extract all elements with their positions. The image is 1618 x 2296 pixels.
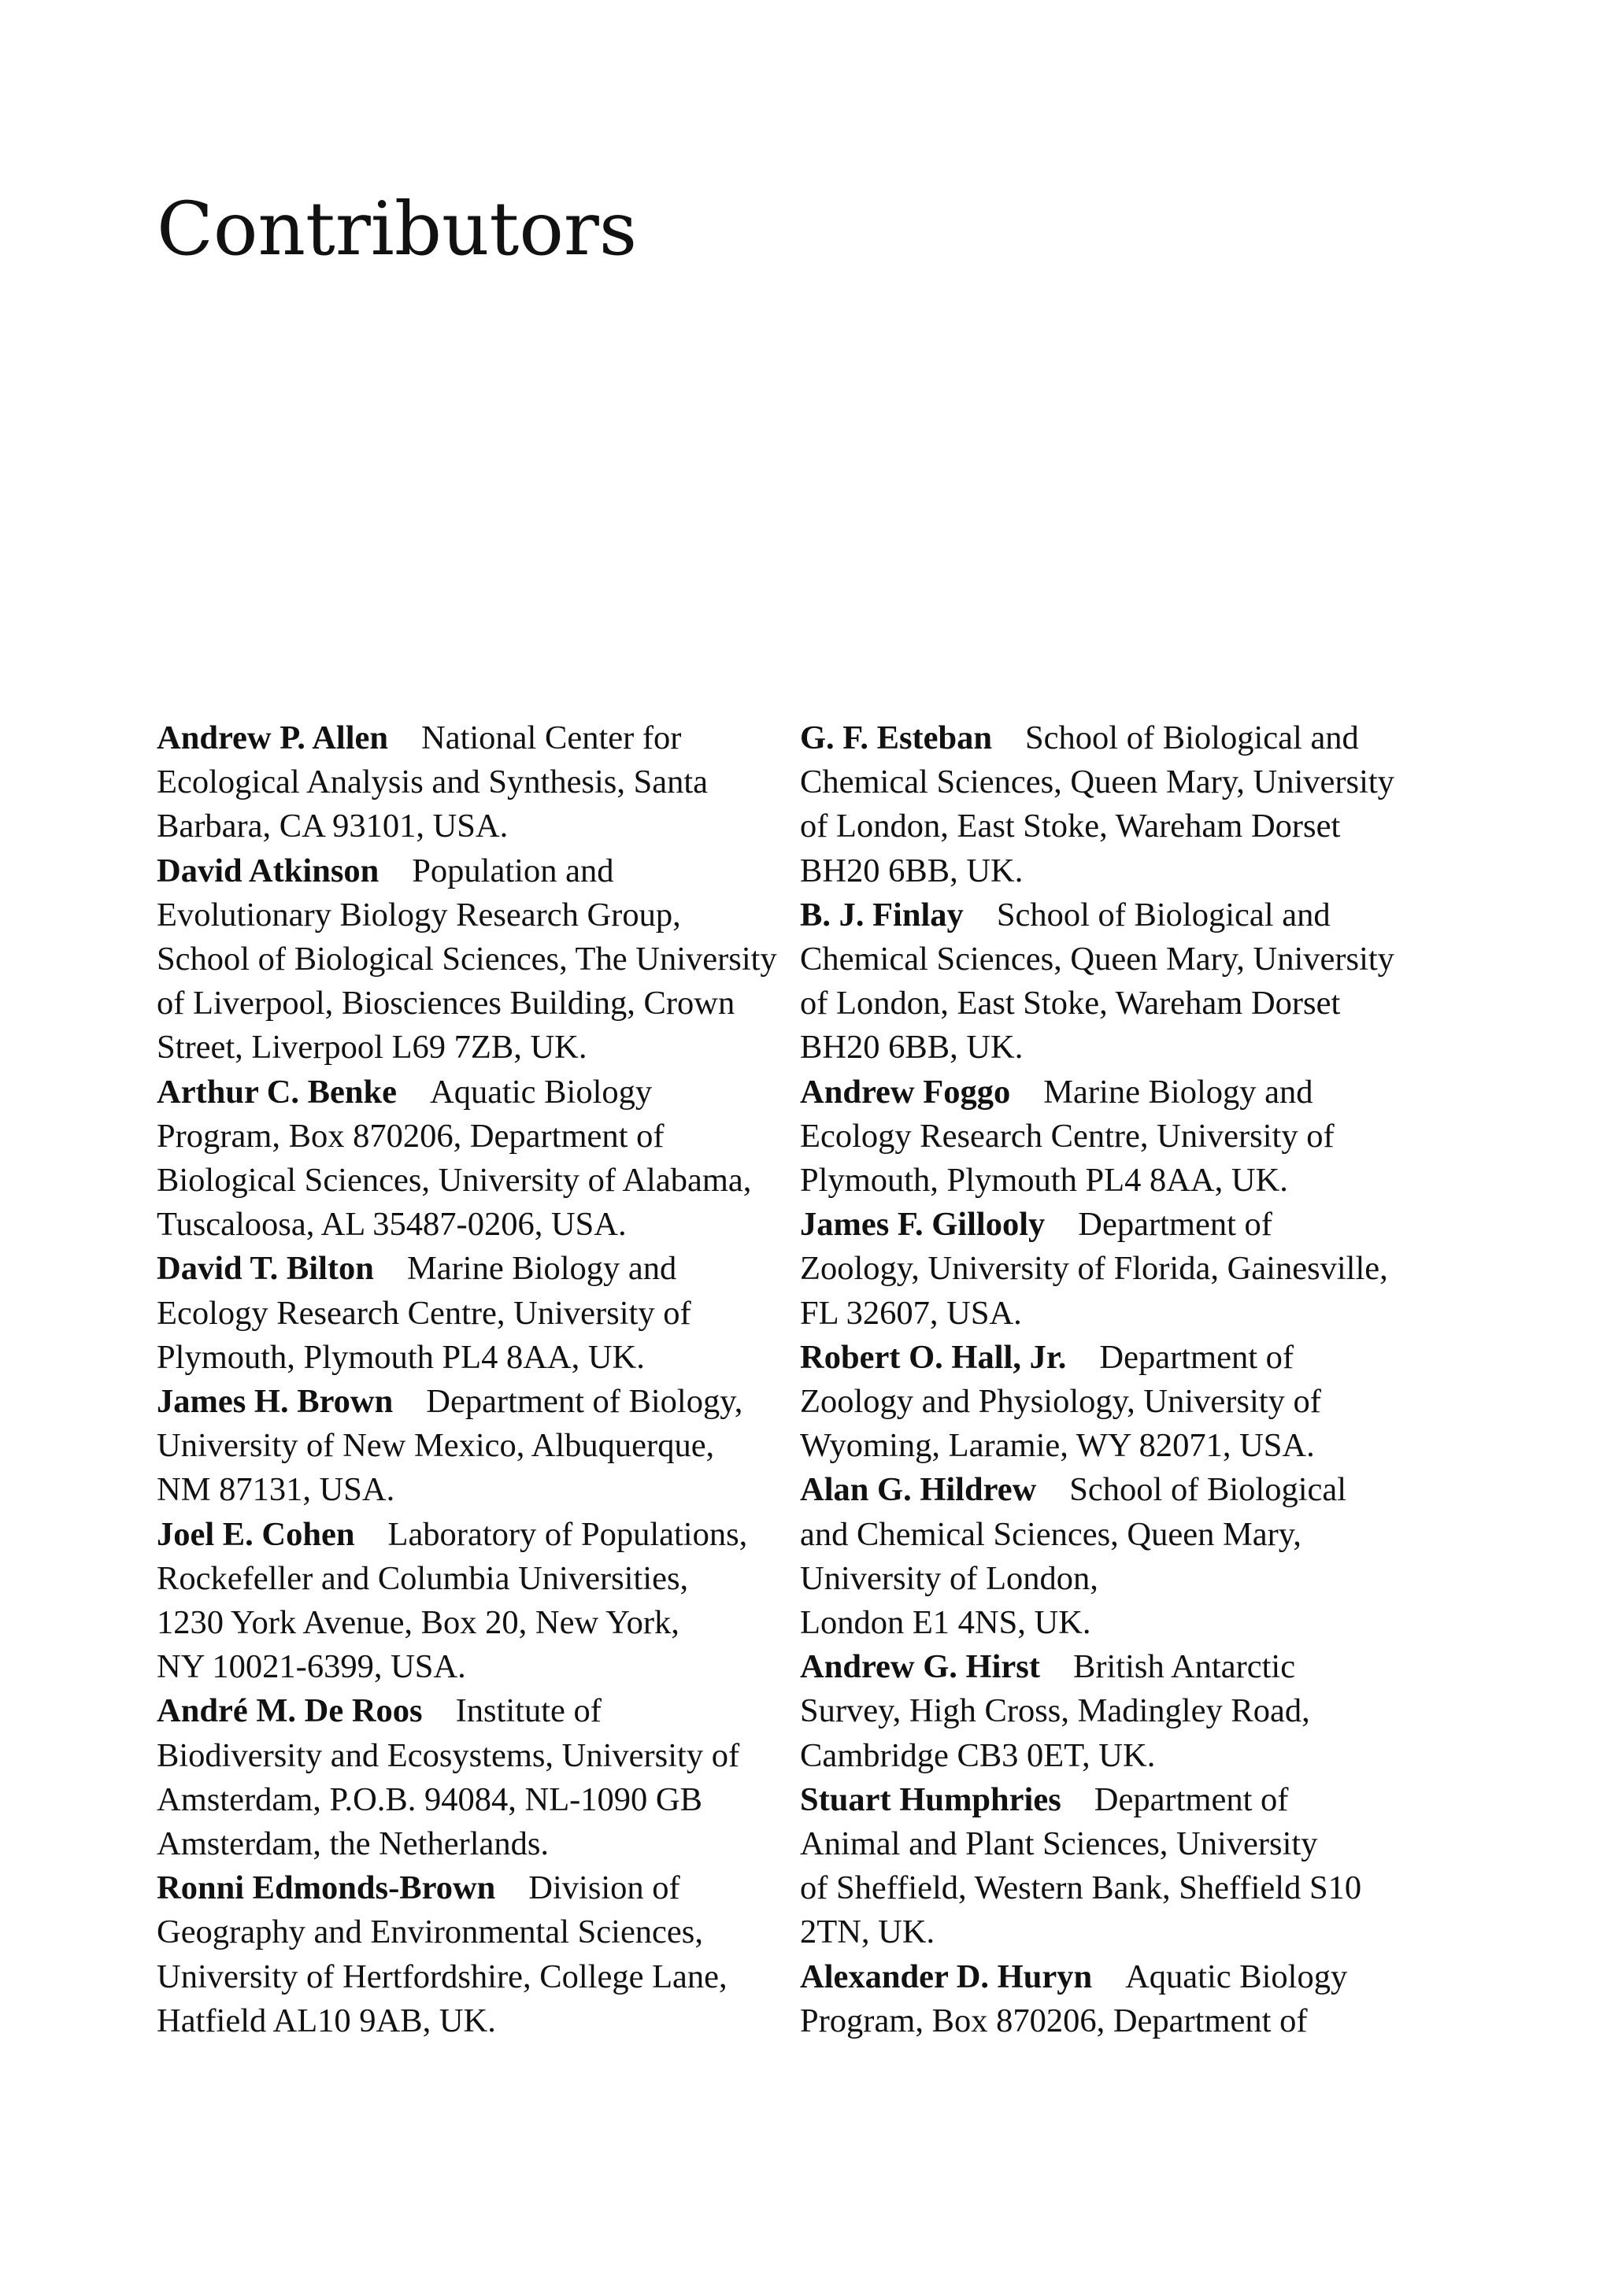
contributor-name: B. J. Finlay xyxy=(800,896,964,934)
contributor-entry xyxy=(800,893,1422,1070)
affiliation-text: Division of xyxy=(528,1869,680,1907)
affiliation-line: Amsterdam, the Netherlands. xyxy=(157,1825,550,1863)
entry-first-line xyxy=(800,1955,1422,1999)
entry-first-line xyxy=(157,1380,779,1424)
affiliation-line: University of New Mexico, Albuquerque, xyxy=(157,1427,715,1465)
contributor-name: Andrew P. Allen xyxy=(157,719,389,756)
entry-first-line xyxy=(157,849,779,893)
contributor-name: Arthur C. Benke xyxy=(157,1073,397,1111)
entry-first-line xyxy=(800,1645,1422,1689)
affiliation-text: Department of Biology, xyxy=(426,1383,743,1421)
contributor-entry xyxy=(157,1866,779,2043)
contributor-name: Joel E. Cohen xyxy=(157,1515,355,1553)
affiliation-text: Laboratory of Populations, xyxy=(387,1515,748,1553)
contributor-name: David T. Bilton xyxy=(157,1250,374,1288)
affiliation-line: Plymouth, Plymouth PL4 8AA, UK. xyxy=(157,1338,645,1376)
affiliation-line: University of London, xyxy=(800,1559,1098,1597)
affiliation-line: Evolutionary Biology Research Group, xyxy=(157,896,681,934)
contributor-name: Stuart Humphries xyxy=(800,1780,1061,1818)
contributor-name: James H. Brown xyxy=(157,1383,394,1421)
affiliation-line: Ecology Research Centre, University of xyxy=(800,1117,1335,1155)
affiliation-line: Cambridge CB3 0ET, UK. xyxy=(800,1736,1156,1774)
entry-first-line xyxy=(800,1778,1422,1822)
entry-first-line xyxy=(800,1336,1422,1380)
contributor-entry xyxy=(157,1247,779,1380)
contributor-entry xyxy=(800,1203,1422,1336)
entry-first-line xyxy=(800,716,1422,760)
contributor-entry xyxy=(800,1645,1422,1778)
affiliation-line: Geography and Environmental Sciences, xyxy=(157,1913,703,1951)
affiliation-line: BH20 6BB, UK. xyxy=(800,1029,1024,1067)
affiliation-line: Tuscaloosa, AL 35487-0206, USA. xyxy=(157,1206,627,1244)
contributor-entry xyxy=(800,1336,1422,1469)
contributor-entry xyxy=(800,1070,1422,1203)
affiliation-text: Aquatic Biology xyxy=(430,1073,653,1111)
affiliation-line: Program, Box 870206, Department of xyxy=(157,1117,665,1155)
contributor-name: André M. De Roos xyxy=(157,1692,423,1730)
affiliation-text: Department of xyxy=(1099,1338,1294,1376)
affiliation-line: Amsterdam, P.O.B. 94084, NL-1090 GB xyxy=(157,1780,702,1818)
entry-first-line xyxy=(800,1203,1422,1247)
affiliation-line: of Sheffield, Western Bank, Sheffield S10 xyxy=(800,1869,1362,1907)
affiliation-line: Animal and Plant Sciences, University xyxy=(800,1825,1318,1863)
contributor-entry xyxy=(157,1070,779,1248)
affiliation-line: Zoology and Physiology, University of xyxy=(800,1383,1321,1421)
contributor-name: James F. Gillooly xyxy=(800,1206,1046,1244)
contributor-name: Robert O. Hall, Jr. xyxy=(800,1338,1067,1376)
affiliation-line: Chemical Sciences, Queen Mary, University xyxy=(800,763,1394,801)
affiliation-text: School of Biological and xyxy=(1025,719,1359,756)
affiliation-text: Population and xyxy=(412,852,614,889)
entry-first-line xyxy=(157,1866,779,1910)
affiliation-line: Hatfield AL10 9AB, UK. xyxy=(157,2002,496,2039)
affiliation-text: Department of xyxy=(1078,1206,1272,1244)
affiliation-line: and Chemical Sciences, Queen Mary, xyxy=(800,1515,1301,1553)
affiliation-line: Plymouth, Plymouth PL4 8AA, UK. xyxy=(800,1162,1288,1200)
affiliation-text: School of Biological xyxy=(1069,1471,1347,1509)
affiliation-text: Aquatic Biology xyxy=(1125,1958,1348,1995)
contributor-entry xyxy=(800,1468,1422,1645)
entry-first-line xyxy=(157,1513,779,1557)
affiliation-line: Wyoming, Laramie, WY 82071, USA. xyxy=(800,1427,1315,1465)
contributor-entry xyxy=(800,1955,1422,2043)
contributor-name: David Atkinson xyxy=(157,852,380,889)
affiliation-line: Ecology Research Centre, University of xyxy=(157,1294,691,1332)
affiliation-text: Marine Biology and xyxy=(1043,1073,1313,1111)
affiliation-line: University of Hertfordshire, College Lane, xyxy=(157,1958,728,1995)
contributors-right-column xyxy=(800,716,1422,2043)
page-title: Contributors xyxy=(157,187,638,272)
entry-first-line xyxy=(800,1468,1422,1512)
affiliation-line: of Liverpool, Biosciences Building, Crown xyxy=(157,985,735,1022)
affiliation-line: BH20 6BB, UK. xyxy=(800,852,1024,889)
affiliation-text: Department of xyxy=(1094,1780,1289,1818)
affiliation-line: NM 87131, USA. xyxy=(157,1471,395,1509)
contributor-entry xyxy=(157,849,779,1070)
contributor-name: G. F. Esteban xyxy=(800,719,993,756)
affiliation-line: Street, Liverpool L69 7ZB, UK. xyxy=(157,1029,587,1067)
contributor-entry xyxy=(157,716,779,849)
affiliation-line: NY 10021-6399, USA. xyxy=(157,1648,466,1686)
affiliation-line: 2TN, UK. xyxy=(800,1913,935,1951)
affiliation-line: Barbara, CA 93101, USA. xyxy=(157,808,509,845)
affiliation-line: Biological Sciences, University of Alabama, xyxy=(157,1162,752,1200)
contributor-name: Andrew G. Hirst xyxy=(800,1648,1040,1686)
affiliation-line: Biodiversity and Ecosystems, University of xyxy=(157,1736,740,1774)
entry-first-line xyxy=(800,893,1422,937)
affiliation-line: 1230 York Avenue, Box 20, New York, xyxy=(157,1604,679,1642)
affiliation-text: British Antarctic xyxy=(1072,1648,1296,1686)
contributor-entry xyxy=(157,1380,779,1513)
affiliation-line: Chemical Sciences, Queen Mary, University xyxy=(800,941,1394,978)
contributor-entry xyxy=(800,1778,1422,1955)
affiliation-line: Rockefeller and Columbia Universities, xyxy=(157,1559,689,1597)
contributors-left-column xyxy=(157,716,779,2043)
contributor-entry xyxy=(800,716,1422,893)
contributor-name: Alan G. Hildrew xyxy=(800,1471,1037,1509)
affiliation-text: Institute of xyxy=(455,1692,602,1730)
affiliation-text: School of Biological and xyxy=(996,896,1331,934)
affiliation-line: Ecological Analysis and Synthesis, Santa xyxy=(157,763,708,801)
affiliation-line: of London, East Stoke, Wareham Dorset xyxy=(800,808,1341,845)
affiliation-line: Survey, High Cross, Madingley Road, xyxy=(800,1692,1310,1730)
entry-first-line xyxy=(157,1247,779,1291)
affiliation-line: Program, Box 870206, Department of xyxy=(800,2002,1308,2039)
entry-first-line xyxy=(800,1070,1422,1115)
contributor-entry xyxy=(157,1513,779,1690)
contributor-entry xyxy=(157,1689,779,1866)
contributor-name: Ronni Edmonds-Brown xyxy=(157,1869,496,1907)
affiliation-line: London E1 4NS, UK. xyxy=(800,1604,1091,1642)
affiliation-text: Marine Biology and xyxy=(406,1250,677,1288)
affiliation-text: National Center for xyxy=(421,719,682,756)
entry-first-line xyxy=(157,1070,779,1115)
affiliation-line: of London, East Stoke, Wareham Dorset xyxy=(800,985,1341,1022)
entry-first-line xyxy=(157,1689,779,1733)
affiliation-line: School of Biological Sciences, The University xyxy=(157,941,777,978)
contributor-name: Andrew Foggo xyxy=(800,1073,1011,1111)
entry-first-line xyxy=(157,716,779,760)
affiliation-line: FL 32607, USA. xyxy=(800,1294,1022,1332)
affiliation-line: Zoology, University of Florida, Gainesville, xyxy=(800,1250,1388,1288)
contributor-name: Alexander D. Huryn xyxy=(800,1958,1093,1995)
